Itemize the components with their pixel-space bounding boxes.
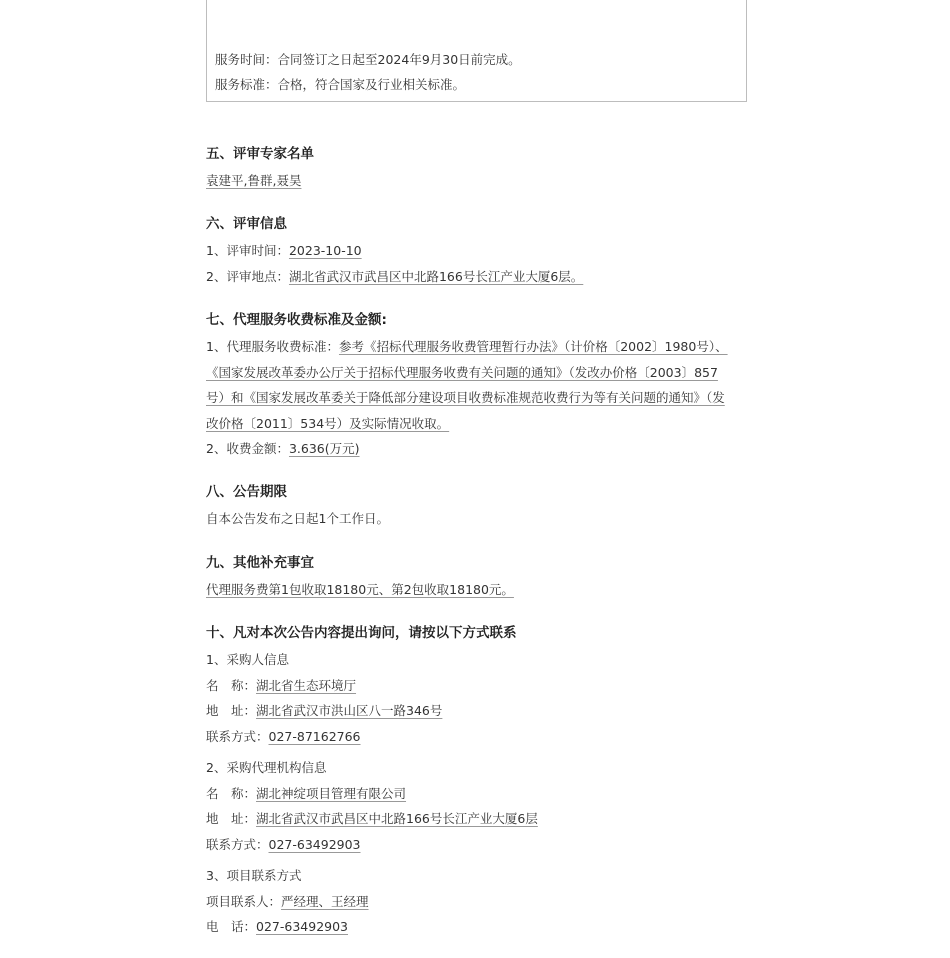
agency-name-row <box>206 781 747 807</box>
service-time-label: 服务时间： <box>215 52 278 67</box>
section-experts-heading: 五、评审专家名单 <box>206 146 314 162</box>
review-place-row <box>206 264 747 290</box>
agency-phone: 027-63492903 <box>268 836 361 852</box>
agency-phone-row <box>206 832 747 858</box>
fee-standard-label: 1、代理服务收费标准： <box>206 339 339 354</box>
buyer-name-row <box>206 673 747 699</box>
section-other-heading: 九、其他补充事宜 <box>206 555 314 571</box>
review-time-row <box>206 238 747 264</box>
fee-amount-value: 3.636(万元) <box>288 441 360 456</box>
section-period-heading: 八、公告期限 <box>206 484 287 500</box>
project-contact-label: 项目联系人： <box>206 893 282 909</box>
expert-list: 袁建平,鲁群,聂昊 <box>206 173 302 188</box>
fee-amount-row <box>206 436 747 462</box>
section-contact-heading: 十、凡对本次公告内容提出询问，请按以下方式联系 <box>206 625 517 641</box>
project-phone-label: 电 话： <box>206 919 257 934</box>
fee-standard-paragraph <box>206 334 747 436</box>
review-place-value: 湖北省武汉市武昌区中北路166号长江产业大厦6层。 <box>288 268 584 284</box>
project-phone: 027-63492903 <box>256 919 349 934</box>
project-contact-row <box>206 889 747 915</box>
fee-amount-label: 2、收费金额： <box>206 441 289 456</box>
section-agency-fee <box>206 308 747 462</box>
project-contact-title: 3、项目联系方式 <box>206 868 302 883</box>
buyer-info-title: 1、采购人信息 <box>206 652 289 667</box>
service-time-row <box>215 47 521 72</box>
section-experts <box>206 142 747 194</box>
agency-name-label: 名 称： <box>206 785 257 801</box>
section-other-matters <box>206 551 747 603</box>
review-place-label: 2、评审地点： <box>206 268 289 284</box>
fee-standard-line2: 《国家发展改革委办公厅关于招标代理服务收费有关问题的通知》（发改办价格〔2003〕857 <box>206 364 718 380</box>
buyer-name-label: 名 称： <box>206 677 257 693</box>
notice-period-text: 自本公告发布之日起1个工作日。 <box>206 511 389 526</box>
service-standard-row <box>215 72 465 97</box>
buyer-name: 湖北省生态环境厅 <box>256 677 357 693</box>
section-contact <box>206 621 747 940</box>
buyer-phone-row <box>206 724 747 750</box>
section-review-heading: 六、评审信息 <box>206 216 287 232</box>
agency-info-title: 2、采购代理机构信息 <box>206 760 327 775</box>
announcement-content <box>206 0 747 934</box>
project-contact: 严经理、王经理 <box>281 893 369 909</box>
section-fee-heading: 七、代理服务收费标准及金额: <box>206 312 387 328</box>
buyer-address-label: 地 址： <box>206 703 257 718</box>
service-standard-label: 服务标准： <box>215 77 278 92</box>
section-notice-period <box>206 480 747 532</box>
review-time-value: 2023-10-10 <box>288 243 362 258</box>
fee-standard-line4: 改价格〔2011〕534号）及实际情况收取。 <box>206 415 450 431</box>
section-review-info <box>206 212 747 289</box>
service-standard-value: 合格，符合国家及行业相关标准。 <box>277 77 466 92</box>
buyer-address-row <box>206 698 747 724</box>
agency-phone-label: 联系方式： <box>206 836 269 852</box>
agency-address-label: 地 址： <box>206 811 257 826</box>
buyer-address: 湖北省武汉市洪山区八一路346号 <box>256 703 443 718</box>
review-time-label: 1、评审时间： <box>206 243 289 258</box>
fee-standard-line3: 号）和《国家发展改革委关于降低部分建设项目收费标准规范收费行为等有关问题的通知》（发 <box>206 390 725 405</box>
buyer-phone: 027-87162766 <box>268 728 361 744</box>
agency-name: 湖北神绽项目管理有限公司 <box>256 785 407 801</box>
other-matters-text: 代理服务费第1包收取18180元、第2包收取18180元。 <box>206 582 514 597</box>
service-time-value: 合同签订之日起至2024年9月30日前完成。 <box>277 52 521 67</box>
agency-address: 湖北省武汉市武昌区中北路166号长江产业大厦6层 <box>256 811 538 826</box>
fee-standard-line1: 参考《招标代理服务收费管理暂行办法》（计价格〔2002〕1980号）、 <box>338 339 728 354</box>
buyer-phone-label: 联系方式： <box>206 728 269 744</box>
agency-address-row <box>206 806 747 832</box>
project-phone-row <box>206 914 747 940</box>
service-info-box <box>206 0 747 102</box>
